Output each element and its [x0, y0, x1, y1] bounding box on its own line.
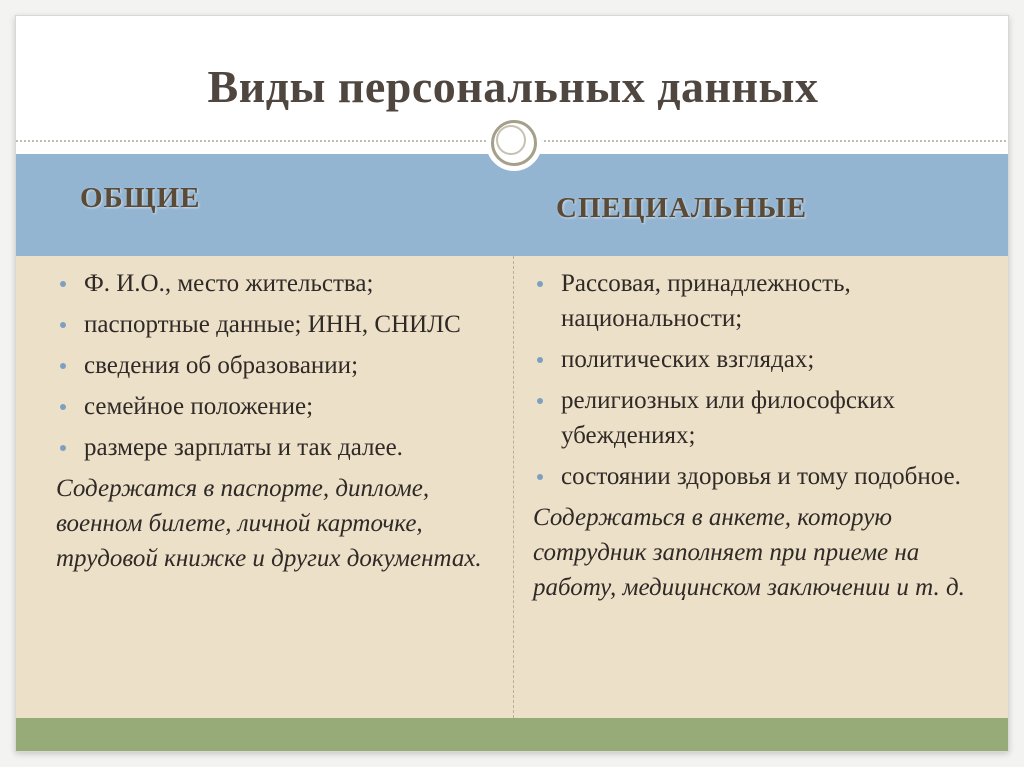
bullet-icon	[60, 281, 66, 287]
slide	[15, 15, 1009, 752]
bullet-icon	[60, 322, 66, 328]
list-item: состоянии здоровья и тому подобное.	[531, 459, 991, 494]
bullet-icon	[537, 357, 543, 363]
right-bullet-list	[531, 266, 991, 494]
right-column-heading: СПЕЦИАЛЬНЫЕ	[556, 192, 808, 224]
left-column	[54, 266, 499, 576]
bullet-icon	[537, 474, 543, 480]
slide-title: Виды персональных данных	[207, 61, 819, 112]
bullet-icon	[60, 445, 66, 451]
left-column-heading: ОБЩИЕ	[80, 182, 201, 214]
column-divider	[513, 256, 514, 718]
bullet-icon	[60, 404, 66, 410]
list-item: Рассовая, принадлежность, национальности;	[531, 266, 991, 336]
footer-band	[16, 718, 1009, 752]
left-column-note: Содержатся в паспорте, дипломе, военном билете, личной карточке, трудовой книжке и других документах.	[56, 475, 482, 572]
list-item: семейное положение;	[54, 389, 499, 424]
list-item: размере зарплаты и так далее.	[54, 430, 499, 465]
right-column-note: Содержаться в анкете, которую сотрудник заполняет при приеме на работу, медицинском заключении и т. д.	[533, 504, 965, 601]
list-item: религиозных или философских убеждениях;	[531, 383, 991, 453]
list-item: сведения об образовании;	[54, 348, 499, 383]
bullet-icon	[537, 398, 543, 404]
right-column	[531, 266, 991, 605]
list-item: паспортные данные; ИНН, СНИЛС	[54, 307, 499, 342]
left-bullet-list	[54, 266, 499, 465]
list-item: Ф. И.О., место жительства;	[54, 266, 499, 301]
circle-ornament-icon	[486, 115, 542, 171]
bullet-icon	[60, 363, 66, 369]
list-item: политических взглядах;	[531, 342, 991, 377]
bullet-icon	[537, 281, 543, 287]
